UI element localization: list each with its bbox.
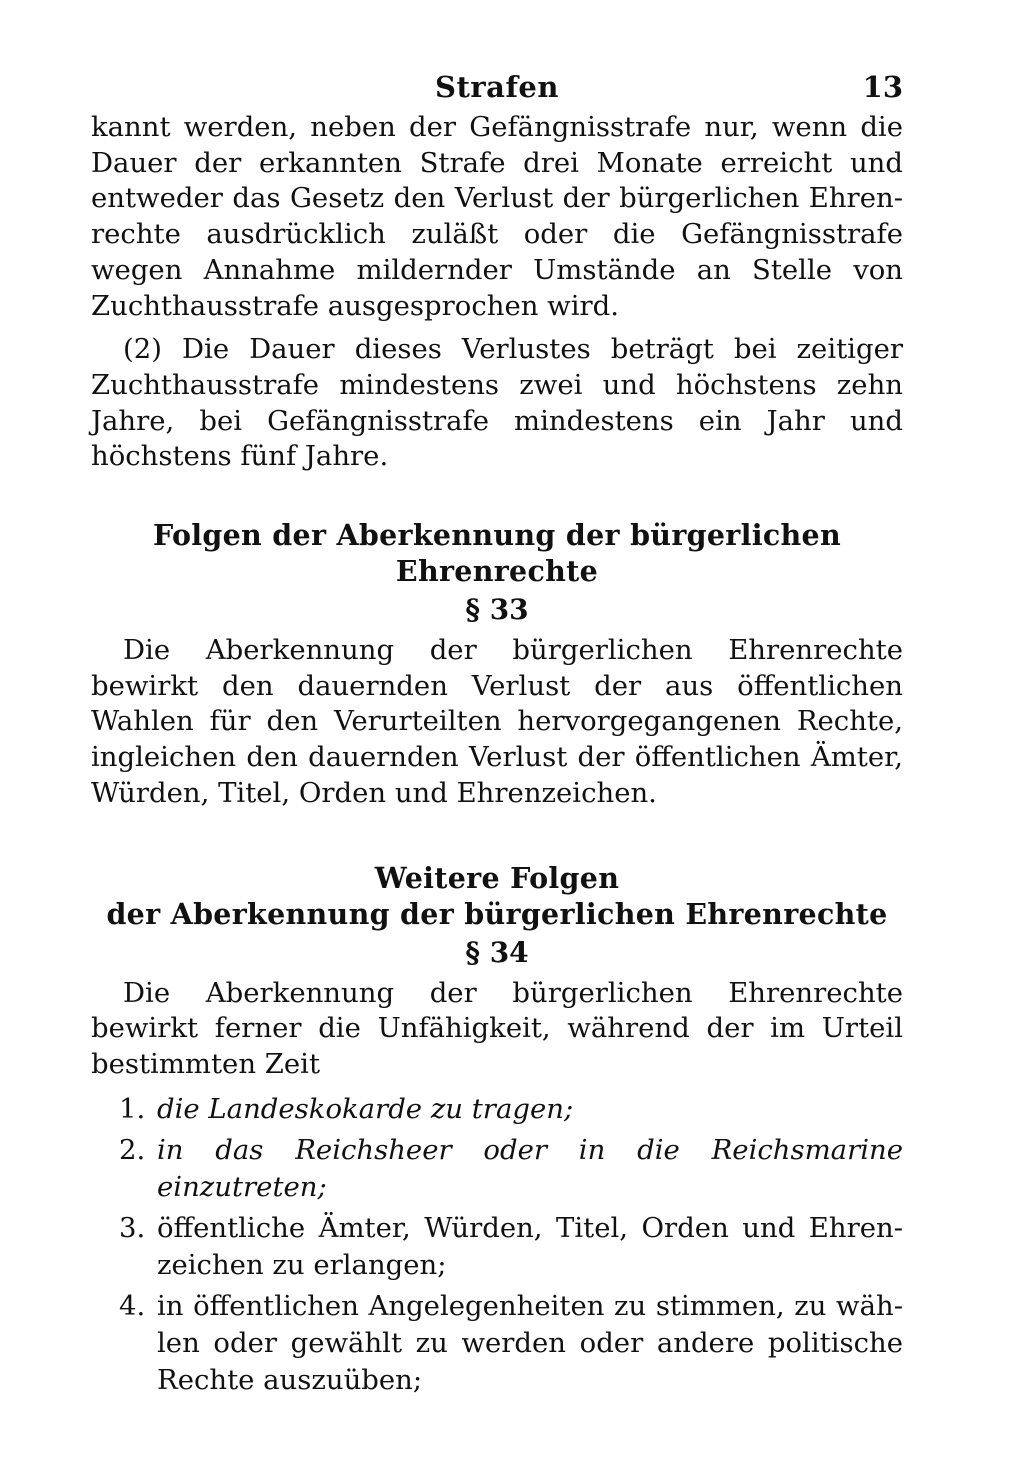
section-33-number: § 33 [465,593,529,627]
section-34-heading-line-2: der Aberkennung der bürgerlichen Ehrenrechte [106,896,888,931]
page-number: 13 [862,70,903,104]
section-33-heading: Folgen der Aberkennung der bürgerlichen Ehrenrechte [152,518,842,589]
paragraph-subsection-2: (2) Die Dauer dieses Verlustes beträgt bei zeitiger Zuchthausstrafe mindestens zwei und höchstens zehn Jahre, bei Gefängnisstrafe mindestens ein Jahr und höchstens fünf Jahre. [91,333,903,473]
list-item [91,1132,903,1206]
paragraph-continuation: kannt werden, neben der Gefängnisstrafe nur, wenn die Dauer der erkannten Strafe drei Monate erreicht und entweder das Gesetz den Verlust der bürgerlichen Ehrenrechte ausdrücklich zuläßt oder die Gefängnisstrafe wegen Annahme mildernder Umstände an Stelle von Zuchthausstrafe ausgesprochen wird. [91,111,903,322]
list-item [91,1210,903,1284]
list-item-number: 3. [119,1211,146,1244]
list-item-text: in das Reichsheer oder in die Reichsmarine einzutreten; [157,1133,903,1203]
section-34-list [91,1091,903,1399]
section-34-intro: Die Aberkennung der bürgerlichen Ehrenrechte bewirkt ferner die Unfähigkeit, während der im Urteil bestimmten Zeit [91,976,903,1080]
list-item [91,1288,903,1399]
list-item-text: öffentliche Ämter, Würden, Titel, Orden und Ehrenzeichen zu erlangen; [157,1211,903,1281]
running-head [91,68,903,110]
list-item-number: 1. [119,1092,146,1125]
list-item [91,1091,903,1128]
document-page [91,68,903,1403]
list-item-number: 2. [119,1133,146,1166]
list-item-text: in öffentlichen Angelegenheiten zu stimmen, zu wählen oder gewählt zu werden oder andere politische Rechte auszuüben; [157,1289,903,1396]
section-34-heading-line-1: Weitere Folgen [374,860,620,895]
section-33-text: Die Aberkennung der bürgerlichen Ehrenrechte bewirkt den dauernden Verlust der aus öffentlichen Wahlen für den Verurteilten hervorgegangenen Rechte, ingleichen den dauernden Verlust der öffentlichen Ämter, Würden, Titel, Orden und Ehrenzeichen. [91,634,903,809]
list-item-number: 4. [119,1289,146,1322]
section-34-number: § 34 [465,935,529,969]
running-title: Strafen [435,70,559,104]
list-item-text: die Landeskokarde zu tragen; [157,1092,574,1125]
